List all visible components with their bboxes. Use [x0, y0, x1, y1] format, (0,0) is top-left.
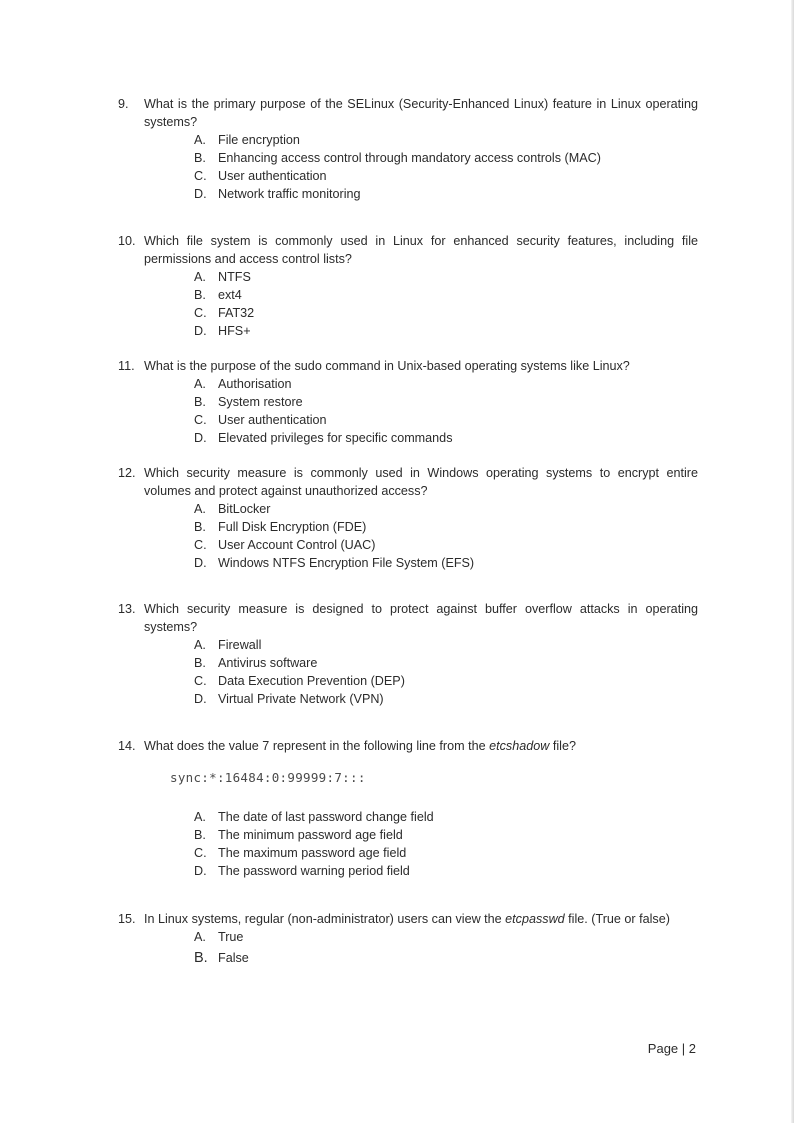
- option-a: [144, 636, 698, 654]
- option-text: File encryption: [218, 133, 300, 147]
- option-a: [144, 500, 698, 518]
- option-letter: C.: [194, 538, 207, 552]
- question-text: [144, 737, 698, 755]
- question-text: Which security measure is designed to protect against buffer overflow attacks in operating systems?: [144, 602, 698, 634]
- option-text: Data Execution Prevention (DEP): [218, 674, 405, 688]
- question-number: 11.: [118, 359, 135, 373]
- option-d: [144, 429, 698, 447]
- option-text: The password warning period field: [218, 864, 410, 878]
- question-text-end: file. (True or false): [564, 912, 670, 926]
- option-letter: D.: [194, 864, 207, 878]
- option-text: Firewall: [218, 638, 262, 652]
- option-list: [144, 500, 698, 572]
- option-letter: D.: [194, 187, 207, 201]
- option-letter: B.: [194, 520, 206, 534]
- option-letter: B.: [194, 656, 206, 670]
- option-letter: B.: [194, 950, 208, 966]
- option-list: [144, 928, 698, 967]
- option-c: [144, 672, 698, 690]
- option-letter: D.: [194, 556, 207, 570]
- option-d: [144, 554, 698, 572]
- question-10: [118, 232, 698, 340]
- question-number: 12.: [118, 466, 136, 480]
- option-letter: C.: [194, 674, 207, 688]
- question-9: [118, 95, 698, 203]
- option-letter: A.: [194, 638, 206, 652]
- option-b: [144, 393, 698, 411]
- option-letter: A.: [194, 377, 206, 391]
- question-11: [118, 357, 698, 447]
- option-text: HFS+: [218, 324, 251, 338]
- option-a: [144, 268, 698, 286]
- option-d: [144, 185, 698, 203]
- option-letter: A.: [194, 270, 206, 284]
- option-text: Network traffic monitoring: [218, 187, 361, 201]
- option-b: [144, 826, 698, 844]
- question-13: [118, 600, 698, 708]
- option-letter: D.: [194, 692, 207, 706]
- option-text: ext4: [218, 288, 242, 302]
- file-name: etcpasswd: [505, 912, 565, 926]
- option-text: BitLocker: [218, 502, 271, 516]
- question-12: [118, 464, 698, 572]
- question-number: 15.: [118, 912, 136, 926]
- option-text: The maximum password age field: [218, 846, 407, 860]
- option-letter: C.: [194, 413, 207, 427]
- option-letter: D.: [194, 324, 207, 338]
- option-b: [144, 149, 698, 167]
- option-d: [144, 690, 698, 708]
- option-b: [144, 286, 698, 304]
- option-letter: B.: [194, 828, 206, 842]
- option-text: The date of last password change field: [218, 810, 434, 824]
- question-text-start: In Linux systems, regular (non-administrator) users can view the: [144, 912, 506, 926]
- option-a: [144, 808, 698, 826]
- option-text: Elevated privileges for specific commands: [218, 431, 453, 445]
- question-number: 9.: [118, 97, 129, 111]
- option-c: [144, 304, 698, 322]
- option-letter: C.: [194, 306, 207, 320]
- question-14: [118, 737, 698, 880]
- option-a: [144, 928, 698, 946]
- option-list: [144, 268, 698, 340]
- option-c: [144, 411, 698, 429]
- option-text: User authentication: [218, 413, 327, 427]
- option-c: [144, 844, 698, 862]
- option-text: System restore: [218, 395, 303, 409]
- option-a: [144, 131, 698, 149]
- option-letter: A.: [194, 502, 206, 516]
- option-text: True: [218, 930, 244, 944]
- option-d: [144, 862, 698, 880]
- shadow-line-code: sync:*:16484:0:99999:7:::: [170, 770, 366, 785]
- option-letter: C.: [194, 169, 207, 183]
- option-text: Virtual Private Network (VPN): [218, 692, 384, 706]
- option-list: [144, 808, 698, 880]
- option-c: [144, 536, 698, 554]
- option-letter: A.: [194, 133, 206, 147]
- option-text: FAT32: [218, 306, 255, 320]
- question-text: Which security measure is commonly used in Windows operating systems to encrypt entire volumes and protect against unauthorized access?: [144, 466, 698, 498]
- option-letter: A.: [194, 810, 206, 824]
- option-text: The minimum password age field: [218, 828, 403, 842]
- option-b: [144, 654, 698, 672]
- option-b: [144, 949, 698, 967]
- file-name: etcshadow: [489, 739, 550, 753]
- option-list: [144, 375, 698, 447]
- option-text: False: [218, 951, 249, 965]
- question-text-start: What does the value 7 represent in the following line from the: [144, 739, 490, 753]
- question-list: [118, 95, 698, 967]
- option-letter: B.: [194, 288, 206, 302]
- option-text: Authorisation: [218, 377, 292, 391]
- option-text: Enhancing access control through mandatory access controls (MAC): [218, 151, 601, 165]
- question-number: 10.: [118, 234, 136, 248]
- question-number: 13.: [118, 602, 136, 616]
- option-a: [144, 375, 698, 393]
- question-15: [118, 910, 698, 967]
- option-text: NTFS: [218, 270, 251, 284]
- option-d: [144, 322, 698, 340]
- question-text: [144, 910, 698, 928]
- question-text-end: file?: [549, 739, 576, 753]
- option-text: Full Disk Encryption (FDE): [218, 520, 367, 534]
- question-text: Which file system is commonly used in Linux for enhanced security features, including file permissions and access control lists?: [144, 234, 698, 266]
- option-c: [144, 167, 698, 185]
- option-letter: B.: [194, 395, 206, 409]
- option-letter: D.: [194, 431, 207, 445]
- question-text: What is the primary purpose of the SELinux (Security-Enhanced Linux) feature in Linux operating systems?: [144, 97, 698, 129]
- option-letter: A.: [194, 930, 206, 944]
- page-number: Page | 2: [647, 1041, 696, 1056]
- option-letter: C.: [194, 846, 207, 860]
- option-list: [144, 636, 698, 708]
- option-text: Windows NTFS Encryption File System (EFS): [218, 556, 475, 570]
- option-list: [144, 131, 698, 203]
- option-text: Antivirus software: [218, 656, 318, 670]
- question-number: 14.: [118, 739, 136, 753]
- question-text: What is the purpose of the sudo command in Unix-based operating systems like Linux?: [144, 359, 630, 373]
- option-letter: B.: [194, 151, 206, 165]
- option-text: User authentication: [218, 169, 327, 183]
- option-text: User Account Control (UAC): [218, 538, 376, 552]
- option-b: [144, 518, 698, 536]
